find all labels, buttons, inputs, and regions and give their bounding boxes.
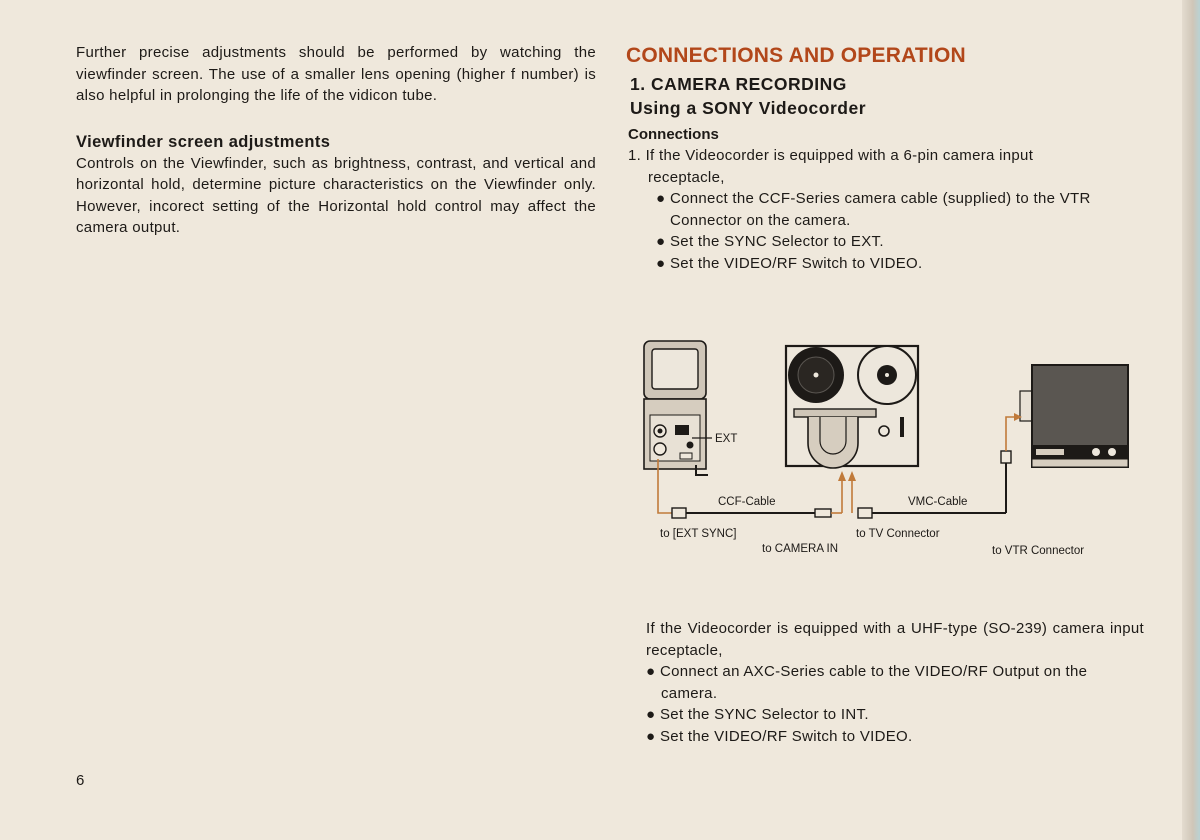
viewfinder-paragraph: Controls on the Viewfinder, such as brightness, contrast, and vertical and horizontal hold, determine picture characteristics on the Viewfinder only. However, incorect setting of the Horizontal hold control may affect the camera output. <box>76 154 596 236</box>
bullet-text: Set the SYNC Selector to EXT. <box>670 233 884 250</box>
step-1-line-2: receptacle, <box>648 168 725 186</box>
camera-illustration <box>644 341 712 475</box>
page-number: 6 <box>76 772 85 789</box>
to-tv-label: to TV Connector <box>856 528 940 540</box>
monitor-illustration <box>1020 365 1128 467</box>
bullet-icon: ● <box>646 706 656 723</box>
bullet-icon: ● <box>656 190 666 207</box>
bullet-item <box>648 188 1151 231</box>
videocorder-illustration <box>786 346 918 468</box>
uhf-instructions <box>646 618 1144 747</box>
left-column <box>76 42 596 239</box>
section-heading: 1. CAMERA RECORDING <box>630 74 847 94</box>
to-ext-sync-label: to [EXT SYNC] <box>660 528 737 540</box>
bullet-icon: ● <box>656 233 666 250</box>
bullet-text: Set the VIDEO/RF Switch to VIDEO. <box>670 254 923 272</box>
subsection-heading: Using a SONY Videocorder <box>630 98 867 118</box>
section-title: CONNECTIONS AND OPERATION <box>626 44 966 67</box>
to-camera-in-label: to CAMERA IN <box>762 543 839 555</box>
bullet-text: Connect an AXC-Series cable to the VIDEO/RF Output on the camera. <box>660 663 1088 702</box>
to-vtr-label: to VTR Connector <box>992 545 1085 557</box>
ccf-cable-label: CCF-Cable <box>718 496 776 508</box>
connections-heading: Connections <box>628 126 719 143</box>
connection-diagram <box>630 335 1130 565</box>
step-1-line-1: 1. If the Videocorder is equipped with a 6-pin camera input <box>628 147 1034 164</box>
viewfinder-heading: Viewfinder screen adjustments <box>76 132 331 151</box>
intro-paragraph: Further precise adjustments should be performed by watching the viewfinder screen. The use of a smaller lens opening (higher f number) is also helpful in prolonging the life of the vidicon tube. <box>76 44 596 104</box>
bullet-icon: ● <box>646 663 656 680</box>
bullet-text: Set the SYNC Selector to INT. <box>660 706 869 723</box>
uhf-intro: If the Videocorder is equipped with a UHF-type (SO-239) camera input receptacle, <box>646 620 1144 659</box>
bullet-icon: ● <box>646 727 656 745</box>
bullet-icon: ● <box>656 254 666 272</box>
bullet-item <box>646 726 1144 748</box>
bullet-text: Connect the CCF-Series camera cable (supplied) to the VTR Connector on the camera. <box>670 190 1091 229</box>
bullet-item <box>646 661 1144 704</box>
page-edge <box>1182 0 1200 840</box>
bullet-item <box>646 704 1144 726</box>
bullet-item <box>648 253 1151 275</box>
bullet-text: Set the VIDEO/RF Switch to VIDEO. <box>660 727 913 745</box>
right-column <box>626 44 1151 274</box>
vmc-cable-label: VMC-Cable <box>908 496 968 508</box>
bullet-item <box>648 231 1151 253</box>
ext-label: EXT <box>715 433 738 445</box>
